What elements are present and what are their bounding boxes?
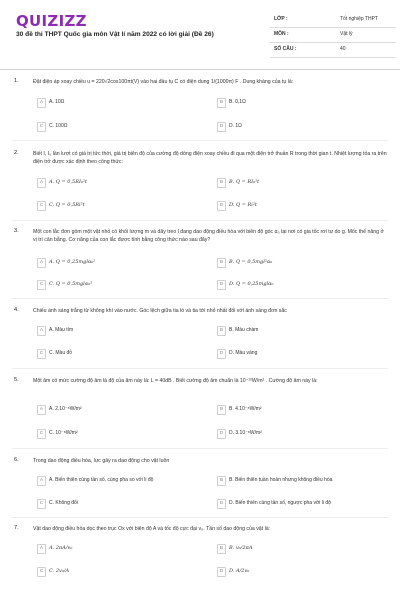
option-b[interactable]: [217, 544, 367, 554]
option-text: A. Q = 0,5RI₀²t: [49, 179, 87, 185]
option-c[interactable]: [37, 201, 187, 211]
option-a[interactable]: [37, 476, 187, 486]
question-number: 6.: [14, 457, 19, 463]
option-letter: A: [37, 98, 46, 108]
meta-value: 40: [340, 46, 346, 52]
option-letter: B: [217, 258, 226, 268]
option-text: C. Q = 0,5Ri²t: [49, 202, 85, 208]
option-letter: A: [37, 476, 46, 486]
option-d[interactable]: [217, 349, 367, 359]
option-letter: B: [217, 326, 226, 336]
question-separator: [12, 517, 388, 518]
question-text: Vật dao động điều hòa dọc theo trục Ox với biên độ A và tốc độ cực đại v₀. Tần số dao động của vật là:: [33, 526, 271, 532]
meta-row-count: [270, 43, 396, 58]
option-text: A. 10Ω: [49, 99, 65, 105]
option-letter: C: [37, 201, 46, 211]
option-letter: A: [37, 405, 46, 415]
option-a[interactable]: [37, 178, 187, 188]
option-c[interactable]: [37, 499, 187, 509]
question-separator: [12, 368, 388, 369]
option-text: A. 2.10⁻⁸W/m²: [49, 406, 82, 412]
option-letter: D: [217, 429, 226, 439]
option-d[interactable]: [217, 499, 367, 509]
option-a[interactable]: [37, 258, 187, 268]
option-text: A. Biến thiên cùng tần số, cùng pha so với li độ: [49, 477, 154, 483]
option-d[interactable]: [217, 122, 367, 132]
option-b[interactable]: [217, 476, 367, 486]
option-c[interactable]: [37, 349, 187, 359]
question-number: 4.: [14, 307, 19, 313]
option-text: A. Màu tím: [49, 327, 74, 333]
question-text: Một con lắc đơn gồm một vật nhỏ có khối lượng m và dây treo l đang dao động điều hòa với biên độ góc α₀ tại nơi có gia tốc rơi tự do g. Mốc thế năng ở vị trí cân bằng. Cơ năng của con lắc được tính bằng công thức nào sau đây?: [33, 229, 384, 243]
option-letter: A: [37, 258, 46, 268]
option-text: D. Màu vàng: [229, 350, 258, 356]
option-letter: B: [217, 178, 226, 188]
option-text: C. 10⁻⁸W/m²: [49, 430, 78, 436]
question-text: Biết I, I₀ lần lượt có giá trị tức thời, giá trị biên độ của cường độ dòng điện xoay chiều đi qua một điện trở thuần R trong thời gian t. Nhiệt lượng tỏa ra trên điện trở được xác định theo công thức:: [33, 151, 387, 165]
question-text: Chiếu ánh sáng trắng từ không khí vào nước. Góc lệch giữa tia ló và tia tới nhỏ nhất đối với ánh sáng đơn sắc: [33, 308, 287, 314]
document-title: 30 đề thi THPT Quốc gia môn Vật lí năm 2022 có lời giải (Đề 26): [16, 31, 214, 38]
option-b[interactable]: [217, 326, 367, 336]
option-text: C. Màu đỏ: [49, 350, 73, 356]
meta-row-subject: [270, 28, 396, 43]
option-d[interactable]: [217, 429, 367, 439]
option-letter: D: [217, 122, 226, 132]
question-text: Một âm có mức cường độ âm là độ của âm này là: L = 40dB . Biết cường độ âm chuẩn là 10⁻¹²W/m² . Cường độ âm này là:: [33, 378, 318, 384]
option-letter: D: [217, 567, 226, 577]
question-number: 2.: [14, 150, 19, 156]
option-letter: D: [217, 499, 226, 509]
option-text: D. 3.10⁻⁸W/m²: [229, 430, 262, 436]
option-letter: C: [37, 280, 46, 290]
option-text: D. Q = Ri²t: [229, 202, 257, 208]
option-a[interactable]: [37, 405, 187, 415]
option-text: B. 0,1Ω: [229, 99, 246, 105]
question-separator: [12, 220, 388, 221]
header: [0, 0, 400, 72]
option-b[interactable]: [217, 98, 367, 108]
option-letter: C: [37, 499, 46, 509]
meta-table: [270, 13, 396, 58]
quizizz-logo: QUIZIZZ: [16, 12, 87, 30]
option-d[interactable]: [217, 567, 367, 577]
option-text: D. Biến thiên cùng tần số, ngược pha với li độ: [229, 500, 331, 506]
option-text: A. Q = 0,25mglα₀²: [49, 259, 96, 265]
option-c[interactable]: [37, 429, 187, 439]
meta-label: MÔN :: [274, 31, 289, 37]
option-d[interactable]: [217, 201, 367, 211]
option-text: D. Q = 0,25mglα₀: [229, 281, 274, 287]
option-b[interactable]: [217, 258, 367, 268]
question-text: Trong dao động điều hòa, lực gây ra dao động cho vật luôn: [33, 458, 170, 464]
option-d[interactable]: [217, 280, 367, 290]
question-number: 5.: [14, 377, 19, 383]
option-letter: D: [217, 349, 226, 359]
option-a[interactable]: [37, 544, 187, 554]
question-number: 1.: [14, 78, 19, 84]
option-text: B. Màu chàm: [229, 327, 259, 333]
option-letter: B: [217, 98, 226, 108]
option-letter: C: [37, 122, 46, 132]
option-letter: A: [37, 178, 46, 188]
option-letter: C: [37, 429, 46, 439]
option-text: B. v₀/2πA: [229, 545, 253, 551]
option-text: D. A/2v₀: [229, 568, 250, 574]
question-number: 7.: [14, 525, 19, 531]
meta-label: LỚP :: [274, 16, 288, 22]
meta-label: SỐ CÂU :: [274, 46, 297, 52]
option-letter: C: [37, 567, 46, 577]
meta-value: Tốt nghiệp THPT: [340, 16, 378, 22]
option-text: C. 100Ω: [49, 123, 68, 129]
option-letter: A: [37, 326, 46, 336]
question-separator: [12, 448, 388, 449]
option-letter: B: [217, 405, 226, 415]
question-separator: [12, 298, 388, 299]
question-text: Đặt điện áp xoay chiều u = 220√2cos100πt(V) vào hai đầu tụ C có điện dung 1/(1000π) F . Dung kháng của tụ là:: [33, 79, 294, 85]
option-c[interactable]: [37, 122, 187, 132]
option-text: B. 4.10⁻⁸W/m²: [229, 406, 262, 412]
option-b[interactable]: [217, 178, 367, 188]
question-number: 3.: [14, 228, 19, 234]
option-text: D. 1Ω: [229, 123, 242, 129]
option-a[interactable]: [37, 326, 187, 336]
option-text: B. Q = 0,5mgl²α₀: [229, 259, 273, 265]
option-letter: B: [217, 544, 226, 554]
option-letter: D: [217, 280, 226, 290]
option-a[interactable]: [37, 98, 187, 108]
option-text: B. Biến thiên tuần hoàn nhưng không điều hòa: [229, 477, 333, 483]
header-divider: [0, 69, 400, 70]
option-text: C. Không đổi: [49, 500, 78, 506]
option-c[interactable]: [37, 280, 187, 290]
option-text: C. Q = 0,5mglα₀²: [49, 281, 93, 287]
option-text: B. Q = RI₀²t: [229, 179, 260, 185]
option-letter: B: [217, 476, 226, 486]
option-letter: D: [217, 201, 226, 211]
option-letter: A: [37, 544, 46, 554]
option-text: A. 2πA/v₀: [49, 545, 73, 551]
meta-row-class: [270, 13, 396, 28]
option-letter: C: [37, 349, 46, 359]
meta-value: Vật lý: [340, 31, 353, 37]
question-separator: [12, 140, 388, 141]
option-c[interactable]: [37, 567, 187, 577]
option-b[interactable]: [217, 405, 367, 415]
option-text: C. 2v₀/A: [49, 568, 70, 574]
